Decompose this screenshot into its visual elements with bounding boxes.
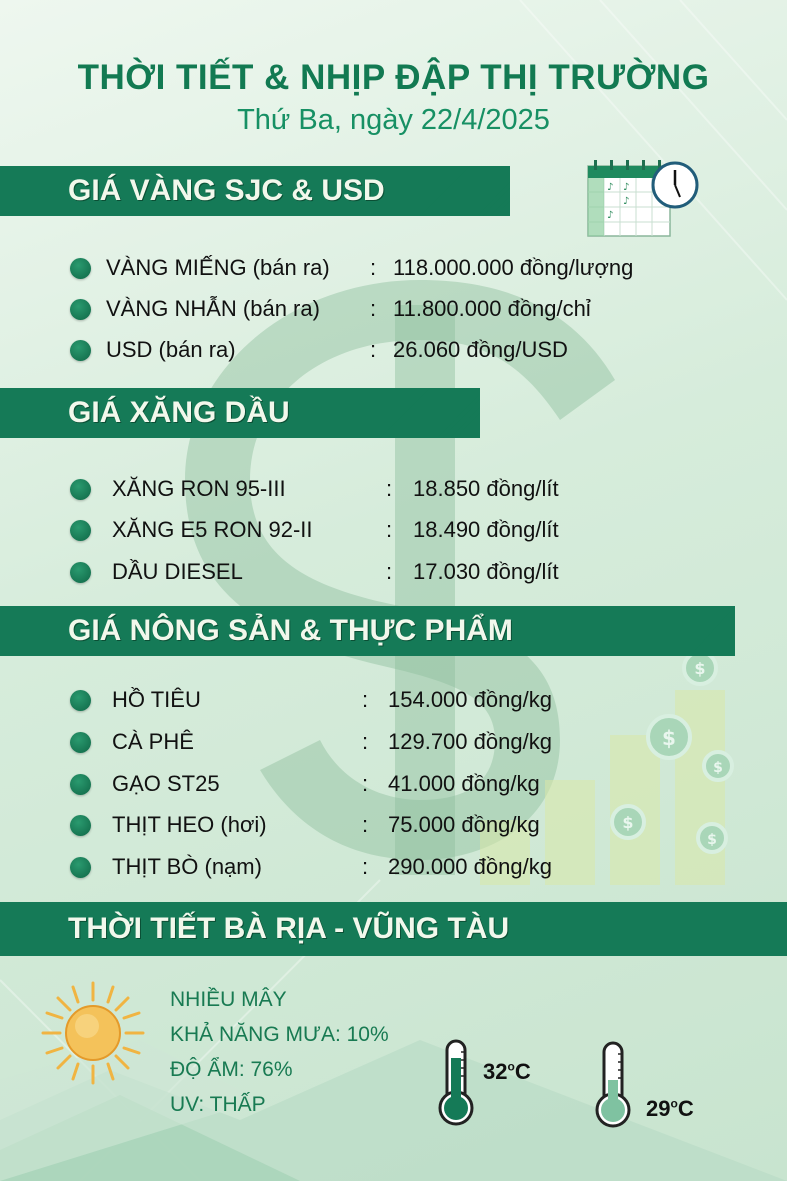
temp-low-value: 29 [646, 1096, 671, 1121]
item-label: THỊT HEO (hơi) [112, 812, 267, 837]
item-separator: : [386, 476, 393, 501]
degree-mark: o [670, 1096, 678, 1111]
item-label: XĂNG E5 RON 92-II [112, 517, 313, 542]
food-list [70, 685, 710, 885]
list-item [70, 294, 710, 324]
temp-high-value: 32 [483, 1059, 508, 1084]
item-value: 41.000 đồng/kg [388, 771, 540, 796]
item-separator: : [362, 729, 369, 754]
weather-rain-chance: KHẢ NĂNG MƯA: 10% [170, 1023, 389, 1046]
weather-humidity: ĐỘ ẨM: 76% [170, 1058, 293, 1081]
section-heading-weather: THỜI TIẾT BÀ RỊA - VŨNG TÀU [68, 912, 510, 945]
list-item [70, 769, 710, 799]
item-separator: : [362, 854, 369, 879]
item-label: THỊT BÒ (nạm) [112, 854, 262, 879]
temperature-high [483, 1059, 531, 1085]
svg-text:$: $ [622, 813, 634, 832]
svg-text:$: $ [707, 832, 717, 848]
item-value: 26.060 đồng/USD [393, 337, 568, 362]
thermometer-icon [435, 1038, 479, 1128]
item-value: 129.700 đồng/kg [388, 729, 552, 754]
bullet-icon [70, 857, 91, 878]
page-title: THỜI TIẾT & NHỊP ĐẬP THỊ TRƯỜNG [77, 58, 710, 97]
list-item [70, 852, 710, 882]
gold-list [70, 253, 710, 363]
section-heading-fuel: GIÁ XĂNG DẦU [68, 396, 290, 429]
section-heading-food: GIÁ NÔNG SẢN & THỰC PHẨM [68, 614, 513, 647]
degree-mark: o [507, 1059, 515, 1074]
sun-icon [38, 978, 148, 1088]
list-item [70, 474, 710, 504]
temperature-low [646, 1096, 694, 1122]
list-item [70, 557, 710, 587]
bullet-icon [70, 299, 91, 320]
list-item [70, 253, 710, 283]
item-label: HỒ TIÊU [112, 687, 201, 712]
list-item [70, 515, 710, 545]
svg-text:♪: ♪ [623, 196, 630, 207]
bullet-icon [70, 815, 91, 836]
item-separator: : [370, 337, 377, 362]
svg-text:♪: ♪ [623, 182, 630, 193]
temp-unit: C [514, 1059, 531, 1084]
weather-conditions [170, 982, 389, 1122]
list-item [70, 335, 710, 365]
bullet-icon [70, 562, 91, 583]
svg-text:$: $ [713, 760, 723, 776]
section-banner-weather [0, 902, 787, 956]
section-banner-food [0, 606, 735, 656]
bullet-icon [70, 258, 91, 279]
list-item [70, 810, 710, 840]
item-label: DẦU DIESEL [112, 559, 243, 584]
svg-text:♪: ♪ [607, 182, 614, 193]
item-label: USD (bán ra) [106, 337, 236, 362]
item-separator: : [362, 687, 369, 712]
svg-text:♪: ♪ [607, 210, 614, 221]
thermometer-icon [592, 1040, 636, 1130]
item-label: CÀ PHÊ [112, 729, 194, 754]
weather-uv: UV: THẤP [170, 1093, 266, 1116]
section-heading-gold: GIÁ VÀNG SJC & USD [68, 174, 385, 207]
calendar-clock-icon [585, 160, 703, 240]
bullet-icon [70, 479, 91, 500]
item-separator: : [362, 771, 369, 796]
item-label: VÀNG NHẪN (bán ra) [106, 296, 320, 321]
temp-unit: C [677, 1096, 694, 1121]
item-value: 11.800.000 đồng/chỉ [393, 296, 591, 321]
item-value: 18.850 đồng/lít [413, 476, 559, 501]
item-value: 118.000.000 đồng/lượng [393, 255, 634, 280]
item-value: 154.000 đồng/kg [388, 687, 552, 712]
item-label: GẠO ST25 [112, 771, 220, 796]
item-value: 18.490 đồng/lít [413, 517, 559, 542]
item-separator: : [386, 517, 393, 542]
item-separator: : [370, 296, 377, 321]
svg-text:$: $ [694, 659, 706, 678]
section-banner-fuel [0, 388, 480, 438]
item-value: 75.000 đồng/kg [388, 812, 540, 837]
bullet-icon [70, 774, 91, 795]
item-label: VÀNG MIẾNG (bán ra) [106, 255, 330, 280]
weather-sky: NHIỀU MÂY [170, 988, 287, 1011]
item-separator: : [370, 255, 377, 280]
item-separator: : [386, 559, 393, 584]
item-value: 290.000 đồng/kg [388, 854, 552, 879]
bullet-icon [70, 520, 91, 541]
item-value: 17.030 đồng/lít [413, 559, 559, 584]
list-item [70, 727, 710, 757]
page-date: Thứ Ba, ngày 22/4/2025 [237, 104, 550, 136]
bullet-icon [70, 690, 91, 711]
svg-text:$: $ [662, 726, 676, 750]
list-item [70, 685, 710, 715]
bullet-icon [70, 340, 91, 361]
bullet-icon [70, 732, 91, 753]
item-label: XĂNG RON 95-III [112, 476, 286, 501]
section-banner-gold [0, 166, 510, 216]
fuel-list [70, 474, 710, 584]
item-separator: : [362, 812, 369, 837]
